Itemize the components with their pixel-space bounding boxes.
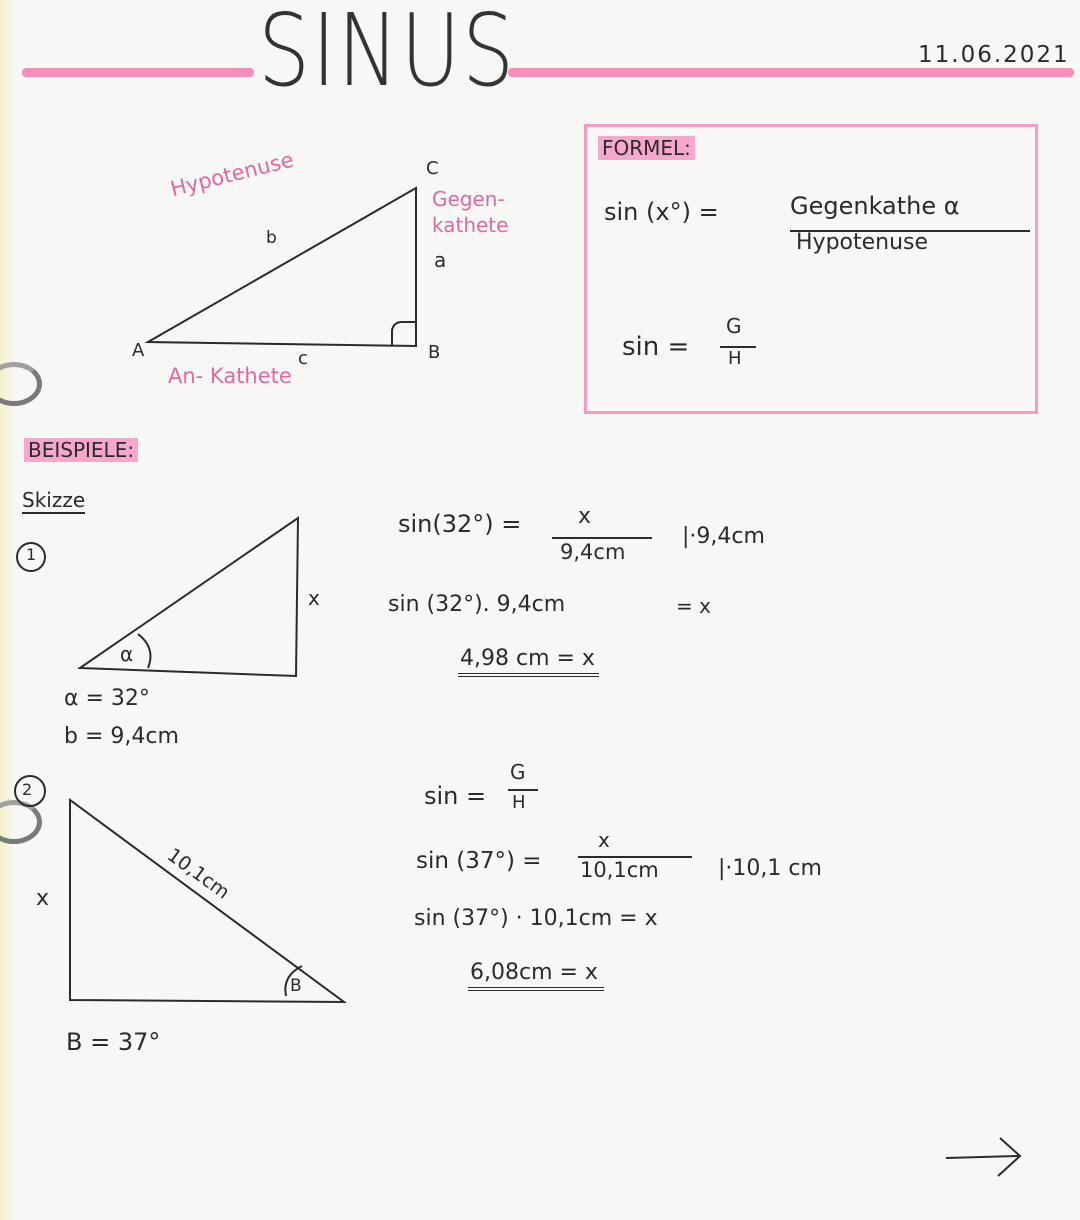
example1-triangle	[80, 518, 298, 676]
formula-short-denominator: H	[728, 348, 742, 369]
example1-given-b: b = 9,4cm	[64, 724, 179, 749]
example2-given-beta: B = 37°	[66, 1028, 161, 1056]
example2-hypotenuse-label: 10,1cm	[163, 844, 234, 904]
ex2-step1-numerator: x	[598, 828, 610, 852]
ex1-step2: sin (32°). 9,4cm	[388, 592, 566, 617]
example2-angle-symbol: B	[290, 976, 302, 996]
hypotenuse-label: Hypotenuse	[168, 147, 297, 202]
formula-short-lhs: sin =	[622, 332, 690, 362]
formula-heading: FORMEL:	[598, 136, 695, 160]
vertex-b-label: B	[428, 342, 441, 363]
ex2-rule-numerator: G	[510, 760, 526, 784]
ex2-step1-denominator: 10,1cm	[580, 858, 659, 882]
adjacent-side-label: An- Kathete	[168, 364, 292, 388]
ex2-step2: sin (37°) · 10,1cm = x	[414, 906, 658, 931]
example2-number: 2	[22, 780, 33, 799]
ex1-step2-rhs: = x	[676, 594, 711, 618]
example2-triangle	[70, 800, 344, 1002]
example1-side-x: x	[308, 586, 320, 610]
side-c-label: c	[298, 348, 308, 369]
ex2-result: 6,08cm = x	[468, 960, 604, 991]
formula-lhs: sin (x°) =	[604, 198, 719, 226]
formula-numerator: Gegenkathe α	[790, 192, 960, 220]
example2-side-x: x	[36, 886, 50, 911]
ex1-step1-denominator: 9,4cm	[560, 540, 626, 564]
next-page-arrow	[946, 1138, 1020, 1176]
example1-given-alpha: α = 32°	[64, 686, 150, 711]
ex2-step1-multiplier: |·10,1 cm	[718, 856, 822, 881]
example1-angle-symbol: α	[120, 642, 134, 666]
formula-box	[584, 124, 1038, 414]
ex2-rule-denominator: H	[512, 792, 526, 813]
formula-short-numerator: G	[726, 314, 742, 338]
page-title: SINUS	[258, 0, 516, 109]
example1-number: 1	[26, 545, 37, 564]
ex2-step1-lhs: sin (37°) =	[416, 848, 542, 874]
examples-heading: BEISPIELE:	[24, 438, 138, 462]
reference-triangle	[148, 188, 416, 346]
ex1-step1-lhs: sin(32°) =	[398, 510, 522, 538]
right-angle-mark-top	[392, 322, 416, 346]
ex2-rule-lhs: sin =	[424, 782, 487, 810]
opposite-side-label: Gegen- kathete	[432, 187, 509, 237]
vertex-c-label: C	[426, 158, 439, 179]
alpha-angle-arc	[138, 634, 150, 668]
sketch-label: Skizze	[22, 488, 86, 512]
ex1-step1-numerator: x	[578, 504, 592, 529]
page-date: 11.06.2021	[918, 42, 1070, 68]
vertex-a-label: A	[132, 340, 145, 361]
side-b-label: b	[266, 228, 277, 248]
side-a-label: a	[434, 248, 447, 272]
formula-denominator: Hypotenuse	[796, 230, 929, 255]
ex1-step1-multiplier: |·9,4cm	[682, 524, 765, 549]
ex1-result: 4,98 cm = x	[458, 646, 599, 677]
